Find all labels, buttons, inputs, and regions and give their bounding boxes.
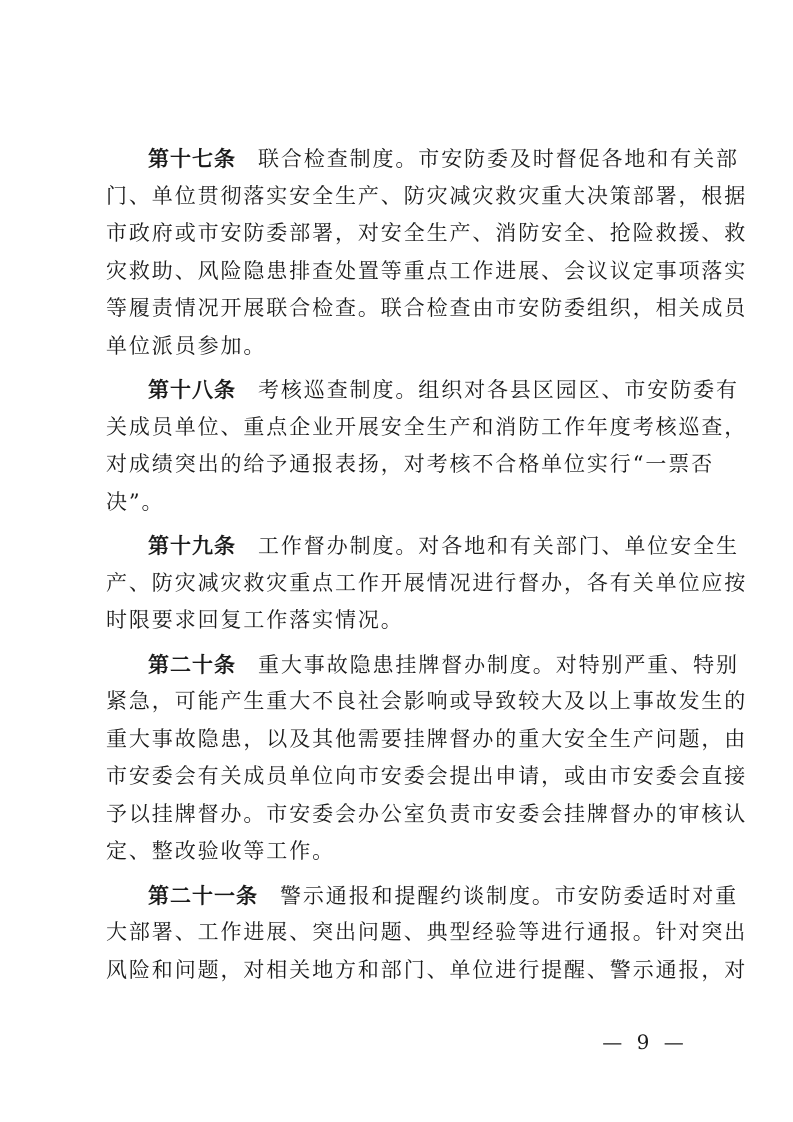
paragraph-line <box>106 646 739 684</box>
article-text: 考核巡查制度。组织对各县区园区、市安防委有 <box>258 378 739 402</box>
paragraph-line <box>106 140 739 178</box>
paragraph-line: 产、防灾减灾救灾重点工作开展情况进行督办，各有关单位应按 <box>106 570 748 595</box>
document-body <box>106 140 748 995</box>
paragraph-line: 关成员单位、重点企业开展安全生产和消防工作年度考核巡查， <box>106 414 748 439</box>
article-21 <box>106 877 748 990</box>
paragraph-line: 门、单位贯彻落实安全生产、防灾减灾救灾重大决策部署，根据 <box>106 183 748 208</box>
page-number: — 9 — <box>602 1030 688 1054</box>
article-label: 第十八条 <box>148 377 236 402</box>
article-20 <box>106 646 748 871</box>
paragraph-line <box>106 371 739 409</box>
article-text: 重大事故隐患挂牌督办制度。对特别严重、特别 <box>258 652 739 677</box>
paragraph-line <box>106 527 739 565</box>
article-label: 第二十条 <box>148 651 236 677</box>
paragraph-line: 风险和问题，对相关地方和部门、单位进行提醒、警示通报，对 <box>106 957 748 982</box>
paragraph-line: 对成绩突出的给予通报表扬，对考核不合格单位实行“一票否 <box>106 452 715 476</box>
paragraph-line: 市政府或市安防委部署，对安全生产、消防安全、抢险救援、救 <box>106 221 748 245</box>
article-label: 第二十一条 <box>148 882 258 908</box>
paragraph-line: 决”。 <box>106 489 165 514</box>
paragraph-line: 定、整改验收等工作。 <box>106 839 335 863</box>
paragraph-line: 予以挂牌督办。市安委会办公室负责市安委会挂牌督办的审核认 <box>106 801 748 826</box>
article-19 <box>106 527 748 640</box>
article-text: 联合检查制度。市安防委及时督促各地和有关部 <box>258 147 739 171</box>
article-17 <box>106 140 748 365</box>
paragraph-line <box>106 877 738 915</box>
paragraph-line: 重大事故隐患，以及其他需要挂牌督办的重大安全生产问题，由 <box>106 726 748 751</box>
paragraph-line: 市安委会有关成员单位向市安委会提出申请，或由市安委会直接 <box>106 764 748 788</box>
paragraph-line: 时限要求回复工作落实情况。 <box>106 608 404 632</box>
paragraph-line: 灾救助、风险隐患排查处置等重点工作进展、会议议定事项落实 <box>106 258 748 283</box>
article-text: 警示通报和提醒约谈制度。市安防委适时对重 <box>280 883 738 908</box>
article-text: 工作督办制度。对各地和有关部门、单位安全生 <box>258 534 739 558</box>
article-label: 第十九条 <box>148 533 236 558</box>
paragraph-line: 大部署、工作进展、突出问题、典型经验等进行通报。针对突出 <box>106 920 748 944</box>
paragraph-line: 单位派员参加。 <box>106 333 267 358</box>
paragraph-line: 紧急，可能产生重大不良社会影响或导致较大及以上事故发生的 <box>106 689 748 713</box>
paragraph-line: 等履责情况开展联合检查。联合检查由市安防委组织，相关成员 <box>106 296 748 320</box>
article-18 <box>106 371 748 521</box>
article-label: 第十七条 <box>148 146 236 171</box>
